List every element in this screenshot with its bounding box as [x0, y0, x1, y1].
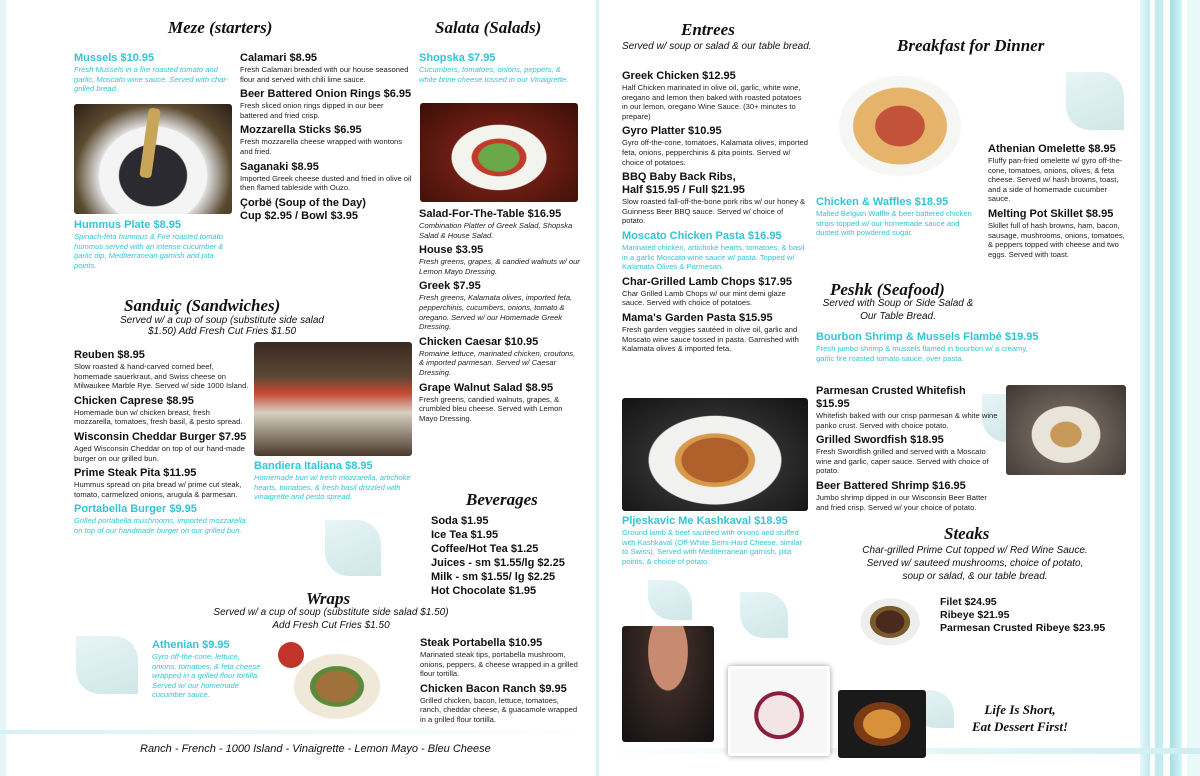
- menu-item: [622, 515, 808, 566]
- menu-item: [74, 349, 250, 391]
- item-desc: Fresh greens, Kalamata olives, imported feta, pepperchinis, cucumbers, onions, tomato & oregano. Served w/ our Homemade Greek Dressing.: [419, 293, 573, 332]
- seafood-column: [816, 385, 1000, 516]
- beverage-row: Soda $1.95: [431, 515, 489, 527]
- apple-garnish: [278, 642, 304, 668]
- item-name: Athenian $9.95: [152, 639, 230, 651]
- item-name: Saganaki $8.95: [240, 160, 319, 173]
- item-price: Cup $2.95 / Bowl $3.95: [240, 209, 358, 222]
- dressings-line: Ranch - French - 1000 Island - Vinaigrette - Lemon Mayo - Bleu Cheese: [140, 743, 491, 755]
- dessert-photo-2: [838, 690, 926, 758]
- menu-item: [988, 143, 1126, 204]
- leaf-decoration: [1066, 72, 1124, 130]
- wraps-note-2: Add Fresh Cut Fries $1.50: [272, 620, 390, 631]
- item-name: Chicken & Waffles $18.95: [816, 196, 949, 208]
- item-name: Gyro Platter $10.95: [622, 125, 722, 138]
- sanduic-column: [74, 349, 250, 540]
- menu-item: [74, 467, 250, 499]
- item-desc: Fresh greens, candied walnuts, grapes, & crumbled bleu cheese. Served with Lemon Mayo Dressing.: [419, 394, 563, 423]
- right-stripe-b: [1155, 0, 1163, 776]
- menu-item: [622, 276, 808, 308]
- item-name: Grilled Swordfish $18.95: [816, 434, 944, 447]
- menu-item: [74, 431, 250, 463]
- meze-left-bottom: [74, 219, 236, 274]
- chicken-waffles-photo: [822, 62, 978, 190]
- menu-item: [74, 52, 234, 94]
- wrap-photo: [270, 636, 404, 720]
- right-stripe-d: [1187, 0, 1200, 776]
- menu-item: [240, 161, 412, 193]
- item-desc: Fresh Calamari breaded with our house seasoned flour and served with chili lime sauce.: [240, 65, 409, 84]
- menu-item: [419, 208, 581, 240]
- salata-top: [419, 52, 579, 88]
- item-desc: Grilled chicken, bacon, lettuce, tomatoes, ranch, cheddar cheese, & guacamole wrapped in a grilled flour tortilla.: [420, 695, 578, 724]
- item-name: Reuben $8.95: [74, 349, 145, 361]
- menu-item: [622, 230, 808, 272]
- dessert-line-2: Eat Dessert First!: [971, 719, 1069, 734]
- menu-item: [74, 219, 236, 270]
- center-fold-stripe: [596, 0, 599, 776]
- menu-item: [988, 208, 1126, 259]
- meze-title: Meze (starters): [168, 18, 273, 37]
- item-desc: Fresh mozzarella cheese wrapped with wontons and fried.: [240, 137, 403, 156]
- item-price: Half $15.95 / Full $21.95: [622, 184, 745, 197]
- beverage-row: Hot Chocolate $1.95: [431, 585, 537, 597]
- menu-item: [420, 683, 582, 725]
- item-desc: Slow roasted & hand-carved corned beef, homemade sauerkraut, and Swiss cheese on Milwaukee Marble Rye. Served w/ side 1000 Island.: [74, 362, 249, 391]
- item-name: Char-Grilled Lamb Chops $17.95: [622, 275, 792, 288]
- item-name: Portabella Burger $9.95: [74, 503, 197, 516]
- beverages-list: [431, 514, 591, 598]
- bottom-stripe-left: [0, 730, 596, 734]
- menu-item: [74, 503, 250, 535]
- steaks-note-2: Served w/ sauteed mushrooms, choice of potato,: [866, 558, 1084, 569]
- item-desc: Whitefish baked with our crisp parmesan & white wine panko crust. Served with choice potato.: [816, 411, 998, 430]
- steak-row: Filet $24.95: [940, 596, 997, 608]
- menu-item: [816, 434, 1000, 476]
- peshk-note-1: Served with Soup or Side Salad &: [822, 298, 974, 309]
- dessert-photo-1: [728, 666, 830, 756]
- item-name: Chicken Caprese $8.95: [74, 394, 194, 407]
- item-name: Beer Battered Onion Rings $6.95: [240, 88, 412, 101]
- item-name: Greek Chicken $12.95: [622, 70, 736, 82]
- item-desc: Aged Wisconsin Cheddar on top of our hand-made burger on our grilled bun.: [74, 443, 245, 463]
- item-desc: Cucumbers, tomatoes, onions, peppers, & white brine cheese tossed in our Vinaigrette.: [419, 65, 569, 84]
- item-name: Hummus Plate $8.95: [74, 219, 181, 231]
- pljeskavic-photo: [622, 398, 808, 511]
- left-edge-stripe: [0, 0, 6, 776]
- sanduic-title: Sanduiç (Sandwiches): [124, 296, 281, 315]
- menu-item: [622, 171, 808, 226]
- menu-item: [419, 244, 581, 276]
- item-desc: Marinated steak tips, portabella mushroom, onions, peppers, & cheese wrapped in a grilled flour tortilla.: [420, 650, 578, 679]
- steaks-list: [940, 596, 1130, 635]
- item-name: Chicken Caesar $10.95: [419, 335, 539, 348]
- steaks-note-1: Char-grilled Prime Cut topped w/ Red Wine Sauce.: [862, 545, 1088, 556]
- menu-item: [240, 88, 412, 120]
- menu-item: [419, 280, 581, 331]
- item-desc: Fresh garden veggies sautéed in olive oil, garlic and Moscato wine sauce tossed in pasta. Garnished with Kalamata olives & imported feta.: [622, 324, 799, 354]
- menu-item: [622, 70, 808, 121]
- menu-item: [152, 639, 264, 700]
- entrees-note: Served w/ soup or salad & our table bread.: [622, 41, 812, 52]
- item-desc: Gyro off-the-cone, lettuce, onions, tomatoes, & feta cheese wrapped in a grilled flour tortilla. Served w/ our homemade cucumber sauce.: [152, 652, 261, 700]
- salata-column: [419, 208, 581, 427]
- item-name: Melting Pot Skillet $8.95: [988, 207, 1114, 220]
- item-desc: Fresh jumbo shrimp & mussels flamed in bourbon w/ a creamy, garlic fire roasted tomato sauce, over pasta.: [816, 344, 1028, 363]
- beverages-title: Beverages: [466, 490, 538, 509]
- item-desc: Combination Platter of Greek Salad, Shopska Salad & House Salad.: [419, 221, 573, 240]
- whitefish-photo: [1006, 385, 1126, 475]
- menu-item: [74, 395, 250, 427]
- item-desc: Half Chicken marinated in olive oil, garlic, white wine, oregano and lemon then baked with roasted potatoes in our lemon, oregano Wine Sauce. (30+ minutes to prepare): [622, 83, 802, 121]
- menu-item: [420, 637, 582, 679]
- item-name: Shopska $7.95: [419, 52, 496, 64]
- item-name: Salad-For-The-Table $16.95: [419, 208, 562, 220]
- salad-photo: [420, 103, 578, 202]
- item-name: Athenian Omelette $8.95: [988, 143, 1116, 155]
- steaks-title: Steaks: [944, 524, 990, 543]
- steak-row: Parmesan Crusted Ribeye $23.95: [940, 622, 1106, 634]
- item-desc: Fresh Mussels in a fire roasted tomato and garlic, Moscato wine sauce. Served with char-grilled bread.: [74, 65, 229, 94]
- entrees-title: Entrees: [681, 20, 735, 39]
- dessert-line-1: Life Is Short,: [984, 702, 1056, 717]
- item-name: Moscato Chicken Pasta $16.95: [622, 229, 782, 242]
- beverage-row: Coffee/Hot Tea $1.25: [431, 543, 539, 555]
- right-stripe-a: [1140, 0, 1150, 776]
- peshk-title: Peshk (Seafood): [830, 280, 945, 299]
- menu-item: [816, 480, 1000, 512]
- athenian-wrap-block: [152, 639, 264, 704]
- item-desc: Grilled portabella mushrooms, imported mozzarella on top of our handmade burger on our grilled bun.: [74, 516, 246, 535]
- item-desc: Homemade bun w/ fresh mozzarella, artichoke hearts, tomatoes, & fresh basil drizzled with vinaigrette and pesto spread.: [254, 473, 411, 502]
- item-name: Çorbë (Soup of the Day): [240, 196, 366, 209]
- item-name: House $3.95: [419, 244, 484, 257]
- item-desc: Imported Greek cheese dusted and fried in olive oil then flamed tableside with Ouzo.: [240, 173, 412, 193]
- mussels-photo: [74, 104, 232, 214]
- menu-item: [622, 125, 808, 167]
- menu-item: [240, 124, 412, 156]
- menu-item: [816, 385, 1000, 430]
- wraps-note-1: Served w/ a cup of soup (substitute side salad $1.50): [213, 607, 449, 618]
- item-desc: Fluffy pan-fried omelette w/ gyro off-the-cone, tomatoes, onions, olives, & feta cheese. Served w/ hash browns, toast, and a side of homemade cucumber sauce.: [988, 156, 1123, 204]
- item-name: Beer Battered Shrimp $16.95: [816, 479, 966, 492]
- item-name: BBQ Baby Back Ribs,: [622, 171, 736, 184]
- item-name: Mozzarella Sticks $6.95: [240, 124, 362, 137]
- item-desc: Hummus spread on pita bread w/ prime cut steak, tomato, carmelized onions, arugula & parmesan.: [74, 480, 242, 499]
- item-desc: Slow roasted fall-off-the-bone pork ribs w/ our honey & Guinness Beer BBQ sauce. Served w/ choice of potato.: [622, 197, 806, 226]
- steaks-note-3: soup or salad, & our table bread.: [902, 571, 1048, 582]
- beverage-row: Milk - sm $1.55/ lg $2.25: [431, 571, 556, 583]
- item-desc: Char Grilled Lamb Chops w/ our mint demi glaze sauce. Served with choice of potatoes.: [622, 288, 786, 308]
- bourbon-block: [816, 331, 1046, 367]
- menu-item: [419, 336, 581, 378]
- cocktail-photo: [622, 626, 714, 742]
- item-name: Chicken Bacon Ranch $9.95: [420, 682, 567, 695]
- breakfast-title: Breakfast for Dinner: [897, 36, 1045, 55]
- item-name: Parmesan Crusted Whitefish $15.95: [816, 385, 966, 410]
- pljeskavic-block: [622, 515, 808, 570]
- leaf-decoration: [740, 592, 788, 638]
- item-name: Mussels $10.95: [74, 52, 155, 64]
- wraps-title: Wraps: [306, 589, 351, 608]
- item-name: Mama's Garden Pasta $15.95: [622, 311, 773, 324]
- sandwich-photo: [254, 342, 412, 456]
- item-desc: Skillet full of hash browns, ham, bacon, sausage, mushrooms, onions, tomatoes, & peppers topped with cheese and two eggs. Served with toast.: [988, 220, 1125, 259]
- item-desc: Spinach-feta hummus & Fire roasted tomato hummus served with an intense cucumber & garlic dip, Mediterranean garnish and pita points.: [74, 232, 224, 270]
- item-name: Calamari $8.95: [240, 52, 318, 64]
- sanduic-note: Served w/ a cup of soup (substitute side salad $1.50) Add Fresh Cut Fries $1.50: [119, 315, 324, 337]
- item-name: Prime Steak Pita $11.95: [74, 467, 197, 480]
- item-desc: Homemade bun w/ chicken breast, fresh mozzarella, tomatoes, fresh basil, & pesto spread.: [74, 407, 243, 427]
- leaf-decoration: [648, 580, 692, 620]
- breakfast-column: [988, 143, 1126, 263]
- item-desc: Fresh greens, grapes, & candied walnuts w/ our Lemon Mayo Dressing.: [419, 257, 580, 276]
- menu-item: [816, 196, 982, 238]
- item-desc: Marinated chicken, artichoke hearts, tomatoes, & basil in a garlic Moscato wine sauce w/ pasta. Topped w/ Kalamata Olives & Parmesan.: [622, 242, 805, 272]
- item-name: Bourbon Shrimp & Mussels Flambé $19.95: [816, 331, 1039, 343]
- steak-row: Ribeye $21.95: [940, 609, 1010, 621]
- item-name: Steak Portabella $10.95: [420, 637, 543, 649]
- menu-item: [254, 460, 414, 502]
- leaf-decoration: [325, 520, 381, 576]
- menu-item: [622, 312, 808, 354]
- bandiera-block: [254, 460, 414, 506]
- salata-title: Salata (Salads): [435, 18, 542, 37]
- bread-stick: [139, 108, 161, 179]
- steak-photo: [850, 590, 930, 648]
- meze-left-top: [74, 52, 234, 98]
- beverage-row: Ice Tea $1.95: [431, 529, 499, 541]
- peshk-note-2: Our Table Bread.: [860, 311, 936, 322]
- menu-item: [419, 52, 579, 84]
- item-name: Pljeskavic Me Kashkaval $18.95: [622, 515, 788, 527]
- leaf-decoration: [76, 636, 138, 694]
- item-desc: Fresh Swordfish grilled and served with a Moscato wine and garlic, caper sauce. Served with choice of potato.: [816, 447, 989, 476]
- meze-right-column: [240, 52, 412, 227]
- item-name: Wisconsin Cheddar Burger $7.95: [74, 430, 247, 443]
- entrees-column: [622, 70, 808, 358]
- item-desc: Romaine lettuce, marinated chicken, croutons, & imported parmesan. Served w/ Caesar Dressing.: [419, 348, 576, 377]
- menu-item: [816, 331, 1046, 363]
- menu-item: [419, 382, 581, 424]
- waffles-block: [816, 196, 982, 242]
- right-stripe-c: [1170, 0, 1182, 776]
- item-name: Grape Walnut Salad $8.95: [419, 381, 554, 394]
- item-desc: Ground lamb & beef sautéed with onions and stuffed with Kashkaval (Off-White Semi-Hard Cheese, similar to Swiss). Served with Mediterranean garnish, pita points, & choice of potato.: [622, 528, 803, 566]
- wraps-column: [420, 637, 582, 729]
- menu-item: [240, 197, 412, 223]
- item-desc: Jumbo shrimp dipped in our Wisconsin Beer Batter and fried crisp. Served w/ your choice of potato.: [816, 492, 987, 512]
- item-name: Greek $7.95: [419, 280, 481, 293]
- item-desc: Gyro off-the-cone, tomatoes, Kalamata olives, imported feta, onions, pepperchinis & pita points. Served w/ choice of potatoes.: [622, 138, 808, 167]
- menu-item: [240, 52, 412, 84]
- item-desc: Fresh sliced onion rings dipped in our beer battered and fried crisp.: [240, 101, 384, 120]
- item-name: Bandiera Italiana $8.95: [254, 460, 373, 472]
- item-desc: Malted Belgian Waffle & beer battered chicken strips topped w/ our homemade sauce and dusted with powdered sugar.: [816, 209, 972, 238]
- beverage-row: Juices - sm $1.55/lg $2.25: [431, 557, 565, 569]
